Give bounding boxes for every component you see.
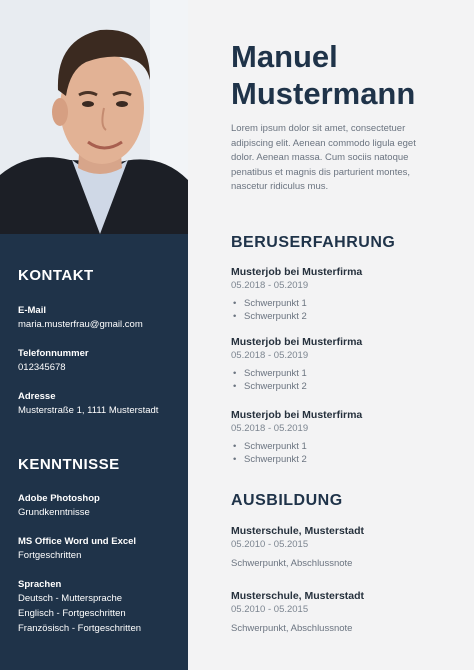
profile-photo: [0, 0, 188, 234]
job-bullets: [231, 297, 461, 323]
phone-value: 012345678: [18, 362, 66, 373]
job-bullet: • Schwerpunkt 1: [244, 440, 461, 453]
skill-photoshop: [18, 492, 183, 520]
experience-heading: BERUSERFAHRUNG: [231, 234, 396, 251]
skill-languages: [18, 578, 183, 636]
education-entry: [231, 589, 461, 636]
skill-label: Adobe Photoshop: [18, 493, 100, 504]
job-bullet: • Schwerpunkt 1: [244, 297, 461, 310]
sidebar: [0, 0, 188, 670]
portrait-image: [0, 0, 188, 234]
skill-label: MS Office Word und Excel: [18, 536, 137, 547]
skill-level: Fortgeschritten: [18, 550, 82, 561]
job-dates: 05.2018 - 05.2019: [231, 280, 309, 291]
school-dates: 05.2010 - 05.2015: [231, 604, 309, 615]
language-item: Englisch - Fortgeschritten: [18, 608, 126, 619]
skills-heading: KENNTNISSE: [18, 456, 120, 473]
skill-label: Sprachen: [18, 579, 62, 590]
phone-label: Telefonnummer: [18, 348, 89, 359]
email-label: E-Mail: [18, 305, 46, 316]
school-detail: Schwerpunkt, Abschlussnote: [231, 623, 353, 634]
skill-office: [18, 535, 183, 563]
job-title: Musterjob bei Musterfirma: [231, 409, 363, 421]
person-name: [231, 38, 471, 112]
school-detail: Schwerpunkt, Abschlussnote: [231, 558, 353, 569]
main-column: [188, 0, 474, 670]
skill-level: Grundkenntnisse: [18, 507, 90, 518]
contact-email: [18, 304, 183, 332]
education-heading: AUSBILDUNG: [231, 492, 343, 509]
education-entry: [231, 524, 461, 571]
language-item: Deutsch - Muttersprache: [18, 593, 123, 604]
job-title: Musterjob bei Musterfirma: [231, 266, 363, 278]
job-entry: [231, 265, 461, 323]
last-name: Mustermann: [231, 76, 416, 111]
school-name: Musterschule, Musterstadt: [231, 590, 365, 602]
job-entry: [231, 335, 461, 393]
job-dates: 05.2018 - 05.2019: [231, 350, 309, 361]
contact-phone: [18, 347, 183, 375]
intro-text: Lorem ipsum dolor sit amet, consectetuer adipiscing elit. Aenean commodo ligula eget dolor. Aenean massa. Cum sociis natoque penatibus et magnis dis parturient montes, nascetur ridiculus mus.: [231, 123, 416, 192]
job-bullet: • Schwerpunkt 1: [244, 367, 461, 380]
job-entry: [231, 408, 461, 466]
job-bullet: • Schwerpunkt 2: [244, 453, 461, 466]
job-bullet: • Schwerpunkt 2: [244, 310, 461, 323]
job-bullet: • Schwerpunkt 2: [244, 380, 461, 393]
job-title: Musterjob bei Musterfirma: [231, 336, 363, 348]
job-dates: 05.2018 - 05.2019: [231, 423, 309, 434]
job-bullets: [231, 367, 461, 393]
first-name: Manuel: [231, 39, 338, 74]
email-value: maria.musterfrau@gmail.com: [18, 319, 143, 330]
contact-heading: KONTAKT: [18, 267, 94, 284]
address-label: Adresse: [18, 391, 56, 402]
school-name: Musterschule, Musterstadt: [231, 525, 365, 537]
contact-address: [18, 390, 183, 418]
school-dates: 05.2010 - 05.2015: [231, 539, 309, 550]
language-item: Französisch - Fortgeschritten: [18, 623, 142, 634]
address-value: Musterstraße 1, 1111 Musterstadt: [18, 405, 159, 416]
job-bullets: [231, 440, 461, 466]
